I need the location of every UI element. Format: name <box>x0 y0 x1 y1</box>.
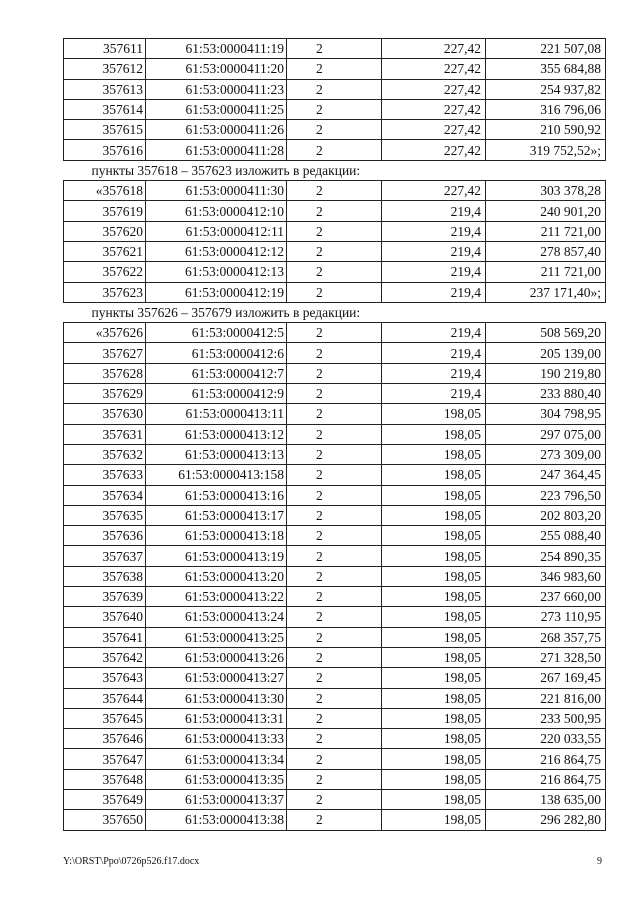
cadastral-number-cell: 61:53:0000412:7 <box>146 363 287 383</box>
value-cell: 247 364,45 <box>486 465 606 485</box>
item-number-cell: 357640 <box>64 607 146 627</box>
value-cell: 220 033,55 <box>486 729 606 749</box>
table-row <box>64 444 606 464</box>
count-cell: 2 <box>287 99 382 119</box>
cadastral-number-cell: 61:53:0000411:25 <box>146 99 287 119</box>
item-number-cell: 357619 <box>64 201 146 221</box>
value-cell: 346 983,60 <box>486 566 606 586</box>
cadastral-number-cell: 61:53:0000412:10 <box>146 201 287 221</box>
area-cell: 198,05 <box>382 546 486 566</box>
count-cell: 2 <box>287 526 382 546</box>
area-cell: 227,42 <box>382 39 486 59</box>
area-cell: 198,05 <box>382 404 486 424</box>
count-cell: 2 <box>287 789 382 809</box>
table-row <box>64 262 606 282</box>
value-cell: 240 901,20 <box>486 201 606 221</box>
table-row <box>64 647 606 667</box>
count-cell: 2 <box>287 729 382 749</box>
area-cell: 219,4 <box>382 221 486 241</box>
cadastral-number-cell: 61:53:0000412:6 <box>146 343 287 363</box>
item-number-cell: 357620 <box>64 221 146 241</box>
item-number-cell: 357616 <box>64 140 146 160</box>
table-row <box>64 810 606 830</box>
table-row <box>64 404 606 424</box>
cadastral-number-cell: 61:53:0000412:11 <box>146 221 287 241</box>
area-cell: 227,42 <box>382 59 486 79</box>
count-cell: 2 <box>287 607 382 627</box>
area-cell: 198,05 <box>382 607 486 627</box>
table-row <box>64 99 606 119</box>
value-cell: 303 378,28 <box>486 181 606 201</box>
table-row <box>64 526 606 546</box>
value-cell: 278 857,40 <box>486 241 606 261</box>
table-row <box>64 566 606 586</box>
value-cell: 223 796,50 <box>486 485 606 505</box>
value-cell: 205 139,00 <box>486 343 606 363</box>
count-cell: 2 <box>287 79 382 99</box>
table-row <box>64 729 606 749</box>
cadastral-number-cell: 61:53:0000412:5 <box>146 323 287 343</box>
count-cell: 2 <box>287 221 382 241</box>
cadastral-number-cell: 61:53:0000413:27 <box>146 668 287 688</box>
count-cell: 2 <box>287 201 382 221</box>
value-cell: 255 088,40 <box>486 526 606 546</box>
count-cell: 2 <box>287 688 382 708</box>
item-number-cell: 357635 <box>64 505 146 525</box>
value-cell: 268 357,75 <box>486 627 606 647</box>
area-cell: 198,05 <box>382 566 486 586</box>
table-row <box>64 607 606 627</box>
area-cell: 198,05 <box>382 688 486 708</box>
count-cell: 2 <box>287 120 382 140</box>
cadastral-number-cell: 61:53:0000413:34 <box>146 749 287 769</box>
table-row <box>64 384 606 404</box>
item-number-cell: 357641 <box>64 627 146 647</box>
value-cell: 211 721,00 <box>486 262 606 282</box>
land-plot-table <box>63 38 606 831</box>
cadastral-number-cell: 61:53:0000413:24 <box>146 607 287 627</box>
area-cell: 227,42 <box>382 181 486 201</box>
table-row <box>64 627 606 647</box>
item-number-cell: 357634 <box>64 485 146 505</box>
table-row <box>64 343 606 363</box>
cadastral-number-cell: 61:53:0000412:9 <box>146 384 287 404</box>
table-row <box>64 587 606 607</box>
value-cell: 233 880,40 <box>486 384 606 404</box>
cadastral-number-cell: 61:53:0000411:26 <box>146 120 287 140</box>
count-cell: 2 <box>287 241 382 261</box>
value-cell: 319 752,52»; <box>486 140 606 160</box>
cadastral-number-cell: 61:53:0000411:23 <box>146 79 287 99</box>
amendment-note <box>64 302 606 322</box>
count-cell: 2 <box>287 749 382 769</box>
value-cell: 237 171,40»; <box>486 282 606 302</box>
value-cell: 355 684,88 <box>486 59 606 79</box>
table-row <box>64 546 606 566</box>
count-cell: 2 <box>287 404 382 424</box>
cadastral-number-cell: 61:53:0000411:28 <box>146 140 287 160</box>
area-cell: 219,4 <box>382 262 486 282</box>
item-number-cell: 357649 <box>64 789 146 809</box>
count-cell: 2 <box>287 39 382 59</box>
item-number-cell: 357646 <box>64 729 146 749</box>
item-number-cell: 357631 <box>64 424 146 444</box>
item-number-cell: 357647 <box>64 749 146 769</box>
item-number-cell: 357611 <box>64 39 146 59</box>
value-cell: 273 309,00 <box>486 444 606 464</box>
cadastral-number-cell: 61:53:0000413:20 <box>146 566 287 586</box>
table-row <box>64 688 606 708</box>
item-number-cell: 357629 <box>64 384 146 404</box>
value-cell: 138 635,00 <box>486 789 606 809</box>
value-cell: 202 803,20 <box>486 505 606 525</box>
area-cell: 198,05 <box>382 444 486 464</box>
area-cell: 219,4 <box>382 201 486 221</box>
table-row <box>64 323 606 343</box>
table-row <box>64 505 606 525</box>
table-row <box>64 221 606 241</box>
item-number-cell: 357632 <box>64 444 146 464</box>
cadastral-number-cell: 61:53:0000413:22 <box>146 587 287 607</box>
count-cell: 2 <box>287 384 382 404</box>
item-number-cell: 357627 <box>64 343 146 363</box>
item-number-cell: «357626 <box>64 323 146 343</box>
item-number-cell: 357621 <box>64 241 146 261</box>
area-cell: 227,42 <box>382 140 486 160</box>
cadastral-number-cell: 61:53:0000413:33 <box>146 729 287 749</box>
cadastral-number-cell: 61:53:0000413:158 <box>146 465 287 485</box>
amendment-note-text: пункты 357626 – 357679 изложить в редакции: <box>64 302 606 322</box>
value-cell: 190 219,80 <box>486 363 606 383</box>
table-row <box>64 140 606 160</box>
item-number-cell: 357612 <box>64 59 146 79</box>
area-cell: 198,05 <box>382 708 486 728</box>
value-cell: 216 864,75 <box>486 769 606 789</box>
cadastral-number-cell: 61:53:0000411:30 <box>146 181 287 201</box>
cadastral-number-cell: 61:53:0000411:19 <box>146 39 287 59</box>
cadastral-number-cell: 61:53:0000412:19 <box>146 282 287 302</box>
item-number-cell: 357639 <box>64 587 146 607</box>
cadastral-number-cell: 61:53:0000413:16 <box>146 485 287 505</box>
cadastral-number-cell: 61:53:0000413:37 <box>146 789 287 809</box>
item-number-cell: 357622 <box>64 262 146 282</box>
count-cell: 2 <box>287 323 382 343</box>
table-row <box>64 465 606 485</box>
cadastral-number-cell: 61:53:0000413:26 <box>146 647 287 667</box>
table-row <box>64 424 606 444</box>
table-row <box>64 363 606 383</box>
count-cell: 2 <box>287 627 382 647</box>
value-cell: 254 890,35 <box>486 546 606 566</box>
cadastral-number-cell: 61:53:0000413:18 <box>146 526 287 546</box>
area-cell: 219,4 <box>382 384 486 404</box>
area-cell: 198,05 <box>382 465 486 485</box>
area-cell: 198,05 <box>382 668 486 688</box>
value-cell: 267 169,45 <box>486 668 606 688</box>
table-row <box>64 79 606 99</box>
cadastral-number-cell: 61:53:0000413:17 <box>146 505 287 525</box>
table-row <box>64 241 606 261</box>
item-number-cell: 357645 <box>64 708 146 728</box>
area-cell: 219,4 <box>382 241 486 261</box>
cadastral-number-cell: 61:53:0000412:13 <box>146 262 287 282</box>
count-cell: 2 <box>287 587 382 607</box>
value-cell: 237 660,00 <box>486 587 606 607</box>
value-cell: 296 282,80 <box>486 810 606 830</box>
value-cell: 211 721,00 <box>486 221 606 241</box>
item-number-cell: 357630 <box>64 404 146 424</box>
cadastral-number-cell: 61:53:0000413:13 <box>146 444 287 464</box>
value-cell: 508 569,20 <box>486 323 606 343</box>
table-row <box>64 769 606 789</box>
table-row <box>64 749 606 769</box>
cadastral-number-cell: 61:53:0000413:31 <box>146 708 287 728</box>
count-cell: 2 <box>287 708 382 728</box>
area-cell: 198,05 <box>382 789 486 809</box>
area-cell: 198,05 <box>382 627 486 647</box>
area-cell: 198,05 <box>382 485 486 505</box>
item-number-cell: 357642 <box>64 647 146 667</box>
document-table-container <box>63 38 605 831</box>
value-cell: 316 796,06 <box>486 99 606 119</box>
table-row <box>64 39 606 59</box>
item-number-cell: 357650 <box>64 810 146 830</box>
count-cell: 2 <box>287 444 382 464</box>
cadastral-number-cell: 61:53:0000413:12 <box>146 424 287 444</box>
footer-file-path: Y:\ORST\Ppo\0726p526.f17.docx <box>63 856 200 867</box>
area-cell: 198,05 <box>382 769 486 789</box>
cadastral-number-cell: 61:53:0000412:12 <box>146 241 287 261</box>
table-row <box>64 485 606 505</box>
table-row <box>64 789 606 809</box>
value-cell: 221 507,08 <box>486 39 606 59</box>
count-cell: 2 <box>287 140 382 160</box>
cadastral-number-cell: 61:53:0000413:38 <box>146 810 287 830</box>
count-cell: 2 <box>287 566 382 586</box>
area-cell: 198,05 <box>382 810 486 830</box>
item-number-cell: 357644 <box>64 688 146 708</box>
footer-page-number: 9 <box>597 856 602 867</box>
item-number-cell: 357613 <box>64 79 146 99</box>
value-cell: 271 328,50 <box>486 647 606 667</box>
item-number-cell: 357628 <box>64 363 146 383</box>
item-number-cell: 357633 <box>64 465 146 485</box>
value-cell: 297 075,00 <box>486 424 606 444</box>
table-row <box>64 59 606 79</box>
count-cell: 2 <box>287 810 382 830</box>
area-cell: 227,42 <box>382 79 486 99</box>
item-number-cell: 357637 <box>64 546 146 566</box>
table-row <box>64 668 606 688</box>
value-cell: 233 500,95 <box>486 708 606 728</box>
area-cell: 219,4 <box>382 323 486 343</box>
count-cell: 2 <box>287 343 382 363</box>
count-cell: 2 <box>287 262 382 282</box>
area-cell: 219,4 <box>382 282 486 302</box>
value-cell: 254 937,82 <box>486 79 606 99</box>
item-number-cell: 357614 <box>64 99 146 119</box>
area-cell: 227,42 <box>382 99 486 119</box>
count-cell: 2 <box>287 424 382 444</box>
cadastral-number-cell: 61:53:0000413:11 <box>146 404 287 424</box>
item-number-cell: 357643 <box>64 668 146 688</box>
cadastral-number-cell: 61:53:0000413:30 <box>146 688 287 708</box>
table-row <box>64 181 606 201</box>
count-cell: 2 <box>287 59 382 79</box>
item-number-cell: 357648 <box>64 769 146 789</box>
cadastral-number-cell: 61:53:0000413:19 <box>146 546 287 566</box>
count-cell: 2 <box>287 546 382 566</box>
area-cell: 198,05 <box>382 526 486 546</box>
cadastral-number-cell: 61:53:0000413:25 <box>146 627 287 647</box>
count-cell: 2 <box>287 769 382 789</box>
table-row <box>64 120 606 140</box>
value-cell: 304 798,95 <box>486 404 606 424</box>
item-number-cell: 357638 <box>64 566 146 586</box>
amendment-note <box>64 160 606 180</box>
area-cell: 198,05 <box>382 749 486 769</box>
area-cell: 198,05 <box>382 424 486 444</box>
cadastral-number-cell: 61:53:0000411:20 <box>146 59 287 79</box>
count-cell: 2 <box>287 465 382 485</box>
cadastral-number-cell: 61:53:0000413:35 <box>146 769 287 789</box>
table-row <box>64 201 606 221</box>
count-cell: 2 <box>287 485 382 505</box>
value-cell: 273 110,95 <box>486 607 606 627</box>
area-cell: 219,4 <box>382 343 486 363</box>
count-cell: 2 <box>287 647 382 667</box>
area-cell: 198,05 <box>382 587 486 607</box>
table-row <box>64 282 606 302</box>
table-row <box>64 708 606 728</box>
item-number-cell: 357615 <box>64 120 146 140</box>
amendment-note-text: пункты 357618 – 357623 изложить в редакции: <box>64 160 606 180</box>
value-cell: 221 816,00 <box>486 688 606 708</box>
count-cell: 2 <box>287 181 382 201</box>
area-cell: 198,05 <box>382 647 486 667</box>
area-cell: 198,05 <box>382 505 486 525</box>
area-cell: 198,05 <box>382 729 486 749</box>
table-body <box>64 39 606 831</box>
value-cell: 210 590,92 <box>486 120 606 140</box>
item-number-cell: 357636 <box>64 526 146 546</box>
count-cell: 2 <box>287 505 382 525</box>
item-number-cell: «357618 <box>64 181 146 201</box>
count-cell: 2 <box>287 282 382 302</box>
count-cell: 2 <box>287 668 382 688</box>
area-cell: 227,42 <box>382 120 486 140</box>
item-number-cell: 357623 <box>64 282 146 302</box>
area-cell: 219,4 <box>382 363 486 383</box>
count-cell: 2 <box>287 363 382 383</box>
value-cell: 216 864,75 <box>486 749 606 769</box>
